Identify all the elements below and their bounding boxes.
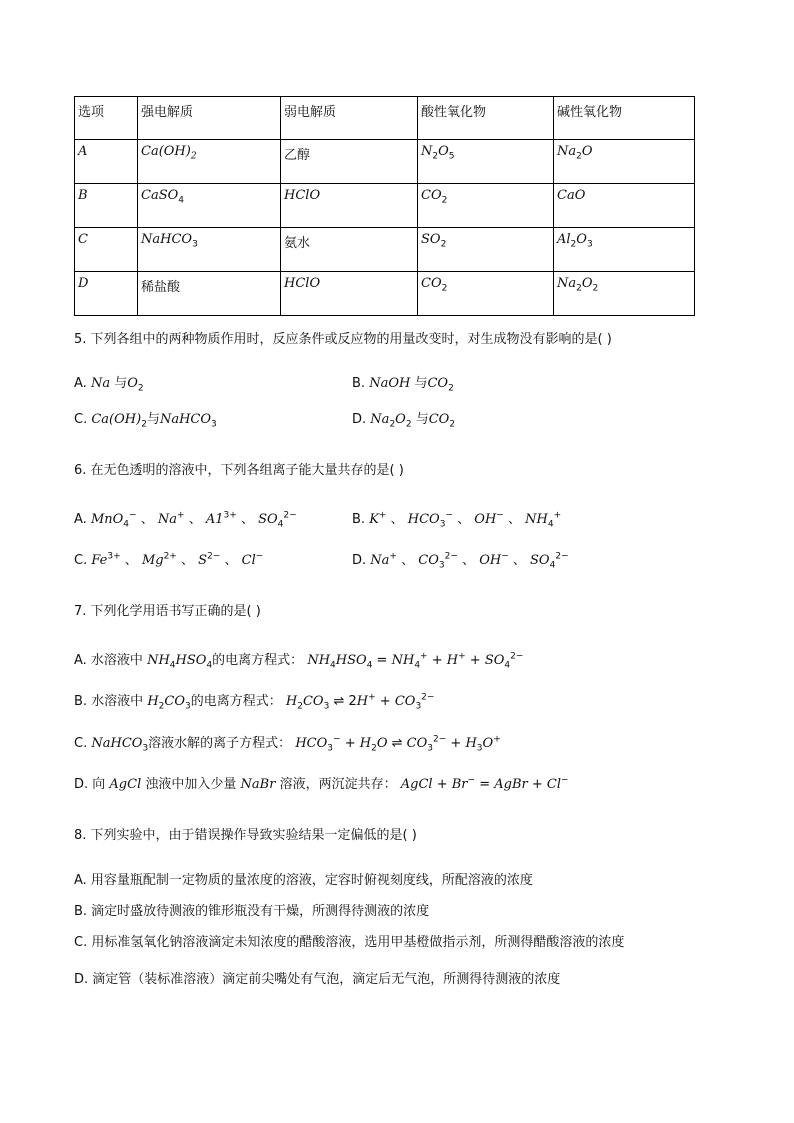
q8-option-d: D. 滴定管（装标准溶液）滴定前尖嘴处有气泡，滴定后无气泡，所测得待测液的浓度 bbox=[74, 972, 561, 987]
cell-basic: $Na_2O$ bbox=[554, 140, 695, 184]
q7-option-c: C. NaHCO$_3$溶液水解的离子方程式： $HCO_3^- + H_2O$ ⇌ $CO_3^{2-} + H_3O^+$ bbox=[74, 734, 501, 754]
q7-option-a: A. 水溶液中 $NH_4HSO_4$的电离方程式： $NH_4HSO_4 = NH_4^+ + H^+ + SO_4^{2-}$ bbox=[74, 651, 524, 671]
q7-option-b: B. 水溶液中 $H_2CO_3$的电离方程式： $H_2CO_3$ ⇌ $2H^+ + CO_3^{2-}$ bbox=[74, 692, 435, 712]
cell-weak: 乙醇 bbox=[281, 140, 418, 184]
q8-stem: 8. 下列实验中，由于错误操作导致实验结果一定偏低的是( ) bbox=[74, 828, 417, 843]
cell-basic: CaO bbox=[554, 184, 695, 228]
cell-basic: $Na_2O_2$ bbox=[554, 272, 695, 316]
q5-option-b: B. NaOH 与$CO_2$ bbox=[352, 376, 454, 394]
cell-strong: NaHCO$_3$ bbox=[138, 228, 281, 272]
q6-option-a: A. MnO$_4$− 、 Na+ 、 $A1^{3+}$ 、 $SO_4^{2-}$ bbox=[74, 510, 297, 530]
table-row bbox=[75, 140, 695, 184]
table-row bbox=[75, 184, 695, 228]
q6-option-d: D. Na+ 、 $CO_3^{2-}$ 、 OH− 、 $SO_4^{2-}$ bbox=[352, 551, 569, 571]
table-header-row bbox=[75, 97, 695, 140]
row-label: C bbox=[75, 228, 138, 272]
header-option: 选项 bbox=[75, 97, 138, 140]
q7-stem: 7. 下列化学用语书写正确的是( ) bbox=[74, 604, 261, 619]
q5-option-d: D. $Na_2O_2$ 与$CO_2$ bbox=[352, 412, 456, 430]
q5-stem: 5. 下列各组中的两种物质作用时，反应条件或反应物的用量改变时，对生成物没有影响的是( ) bbox=[74, 332, 612, 347]
cell-basic: $Al_2O_3$ bbox=[554, 228, 695, 272]
q6-stem: 6. 在无色透明的溶液中，下列各组离子能大量共存的是( ) bbox=[74, 463, 404, 478]
row-label: D bbox=[75, 272, 138, 316]
q8-option-c: C. 用标准氢氧化钠溶液滴定未知浓度的醋酸溶液，选用甲基橙做指示剂，所测得醋酸溶液的浓度 bbox=[74, 935, 625, 950]
cell-acidic: $SO_2$ bbox=[418, 228, 554, 272]
cell-acidic: $CO_2$ bbox=[418, 184, 554, 228]
table-row bbox=[75, 272, 695, 316]
row-label: A bbox=[75, 140, 138, 184]
q5-option-c: C. $Ca(OH)_2$与NaHCO$_3$ bbox=[74, 412, 217, 430]
header-strong-electrolyte: 强电解质 bbox=[138, 97, 281, 140]
q7-option-d: D. 向 AgCl 浊液中加入少量 NaBr 溶液，两沉淀共存： AgCl + Br− = AgBr + Cl− bbox=[74, 775, 569, 792]
cell-strong: CaSO$_4$ bbox=[138, 184, 281, 228]
header-weak-electrolyte: 弱电解质 bbox=[281, 97, 418, 140]
q5-option-a: A. Na 与$O_2$ bbox=[74, 376, 144, 394]
electrolyte-table bbox=[74, 96, 695, 316]
cell-weak: HClO bbox=[281, 184, 418, 228]
table-row bbox=[75, 228, 695, 272]
q6-option-b: B. K+ 、 $HCO_3^-$ 、 OH− 、 $NH_4^+$ bbox=[352, 510, 562, 530]
cell-acidic: $CO_2$ bbox=[418, 272, 554, 316]
cell-weak: 氨水 bbox=[281, 228, 418, 272]
row-label: B bbox=[75, 184, 138, 228]
q8-option-b: B. 滴定时盛放待测液的锥形瓶没有干燥，所测得待测液的浓度 bbox=[74, 904, 430, 919]
cell-strong: 稀盐酸 bbox=[138, 272, 281, 316]
header-acidic-oxide: 酸性氧化物 bbox=[418, 97, 554, 140]
options-table bbox=[74, 96, 694, 316]
q8-option-a: A. 用容量瓶配制一定物质的量浓度的溶液，定容时俯视刻度线，所配溶液的浓度 bbox=[74, 873, 533, 888]
cell-acidic: $N_2O_5$ bbox=[418, 140, 554, 184]
header-basic-oxide: 碱性氧化物 bbox=[554, 97, 695, 140]
q6-option-c: C. $Fe^{3+}$ 、 $Mg^{2+}$ 、 $S^{2-}$ 、 Cl− bbox=[74, 551, 264, 568]
cell-weak: HClO bbox=[281, 272, 418, 316]
cell-strong: $Ca(OH)_2$ bbox=[138, 140, 281, 184]
